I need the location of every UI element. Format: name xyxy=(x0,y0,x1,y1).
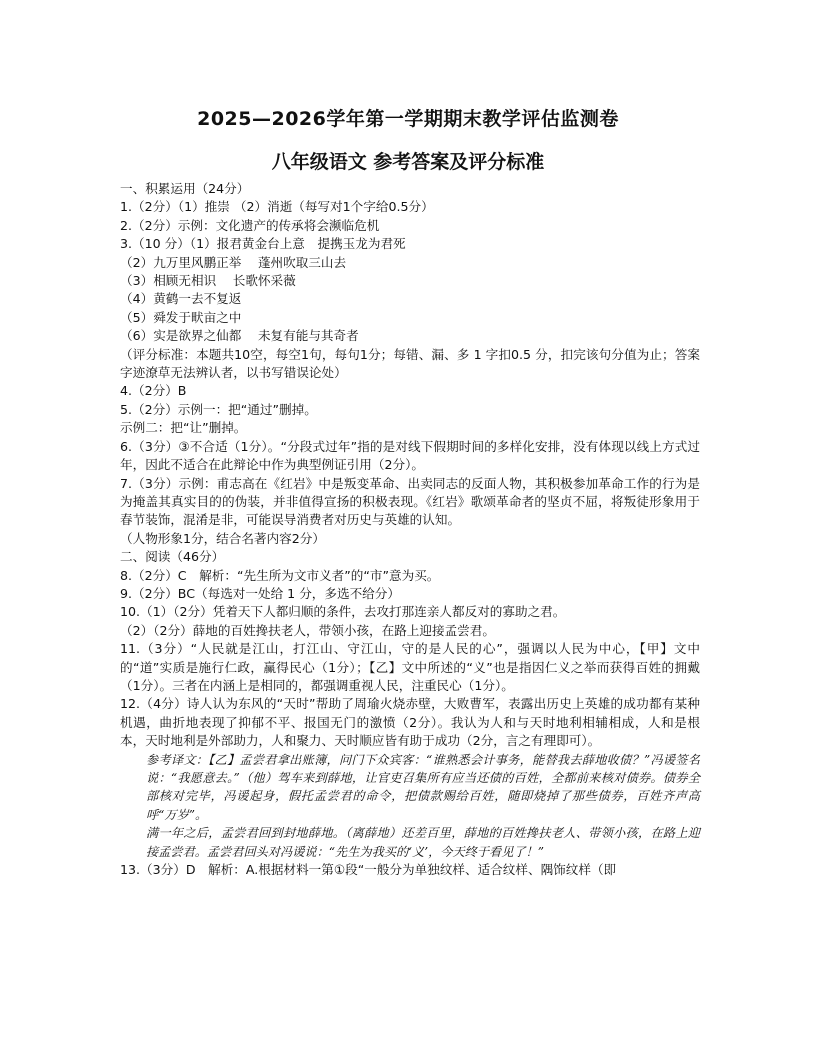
reference-translation-1: 参考译文：【乙】孟尝君拿出账簿，问门下众宾客：“谁熟悉会计事务，能替我去薛地收债？”冯谖签名说：“我愿意去。”（他）驾车来到薛地，让官吏召集所有应当还债的百姓，全都前来核对债券。债券全部核对完毕，冯谖起身，假托孟尝君的命令，把债款赐给百姓，随即烧掉了那些债券，百姓齐声高呼“万岁”。 xyxy=(146,752,700,822)
answer-body xyxy=(120,180,700,879)
answer-q1: 1.（2分）（1）推崇 （2）消逝（每写对1个字给0.5分） xyxy=(120,199,434,215)
page-title: 2025—2026学年第一学期期末教学评估监测卷 xyxy=(197,108,619,130)
answer-q11: 11.（3分）“人民就是江山，打江山、守江山，守的是人民的心”，强调以人民为中心，【甲】文中的“道”实质是施行仁政，赢得民心（1分）；【乙】文中所述的“义”也是指因仁义之举而获得百姓的拥戴（1分）。三者在内涵上是相同的，都强调重视人民，注重民心（1分）。 xyxy=(120,641,700,693)
answer-q6: 6.（3分）③不合适（1分）。“分段式过年”指的是对线下假期时间的多样化安排，没有体现以线上方式过年，因此不适合在此辩论中作为典型例证引用（2分）。 xyxy=(120,438,700,473)
section-heading-1: 一、积累运用（24分） xyxy=(120,181,250,196)
answer-q5-2: 示例二：把“让”删掉。 xyxy=(120,420,247,436)
answer-q3-2: （2）九万里风鹏正举 蓬州吹取三山去 xyxy=(120,254,347,270)
answer-q13: 13.（3分）D 解析：A.根据材料一第①段“一般分为单独纹样、适合纹样、隅饰纹样（即 xyxy=(120,862,617,878)
answer-q10-1: 10.（1）（2分）凭着天下人都归顺的条件，去攻打那连亲人都反对的寡助之君。 xyxy=(120,604,566,620)
answer-q9: 9.（2分）BC（每选对一处给 1 分，多选不给分） xyxy=(120,585,400,601)
answer-q3-4: （4）黄鹤一去不复返 xyxy=(120,291,242,307)
answer-q12: 12.（4分）诗人认为东风的“天时”帮助了周瑜火烧赤壁，大败曹军，表露出历史上英雄的成功都有某种机遇，曲折地表现了抑郁不平、报国无门的激愤（2分）。我认为人和与天时地利相辅相成，人和是根本，天时地利是外部助力，人和聚力、天时顺应皆有助于成功（2分，言之有理即可）。 xyxy=(120,696,700,749)
answer-q3-3: （3）相顾无相识 长歌怀采薇 xyxy=(120,273,296,289)
answer-q3-1: 3.（10 分）（1）报君黄金台上意 提携玉龙为君死 xyxy=(120,236,406,252)
scoring-note-q3: （评分标准：本题共10空，每空1句，每句1分；每错、漏、多 1 字扣0.5 分，扣完该句分值为止；答案字迹潦草无法辨认者，以书写错误论处） xyxy=(120,346,700,381)
answer-q4: 4.（2分）B xyxy=(120,383,187,399)
answer-q3-5: （5）舜发于畎亩之中 xyxy=(120,309,242,325)
answer-q10-2: （2）（2分）薛地的百姓搀扶老人，带领小孩，在路上迎接孟尝君。 xyxy=(120,622,495,638)
answer-q7: 7.（3分）示例：甫志高在《红岩》中是叛变革命、出卖同志的反面人物，其积极参加革命工作的行为是为掩盖其真实目的的伪装，并非值得宣扬的积极表现。《红岩》歌颂革命者的坚贞不屈，将叛徒形象用于春节装饰，混淆是非，可能误导消费者对历史与英雄的认知。 xyxy=(120,475,700,528)
section-heading-2: 二、阅读（46分） xyxy=(120,549,225,565)
scoring-note-q7: （人物形象1分，结合名著内容2分） xyxy=(120,530,325,546)
answer-q5-1: 5.（2分）示例一：把“通过”删掉。 xyxy=(120,401,317,417)
reference-translation-2: 满一年之后，孟尝君回到封地薛地。（离薛地）还差百里，薛地的百姓搀扶老人、带领小孩，在路上迎接孟尝君。孟尝君回头对冯谖说：“先生为我买的‘义’，今天终于看见了！” xyxy=(146,826,700,859)
page-subtitle: 八年级语文 参考答案及评分标准 xyxy=(271,151,545,173)
answer-q3-6: （6）实是欲界之仙都 未复有能与其奇者 xyxy=(120,328,359,344)
answer-q2: 2.（2分）示例：文化遗产的传承将会濒临危机 xyxy=(120,217,380,233)
answer-q8: 8.（2分）C 解析：“先生所为文市义者”的“市”意为买。 xyxy=(120,567,440,583)
